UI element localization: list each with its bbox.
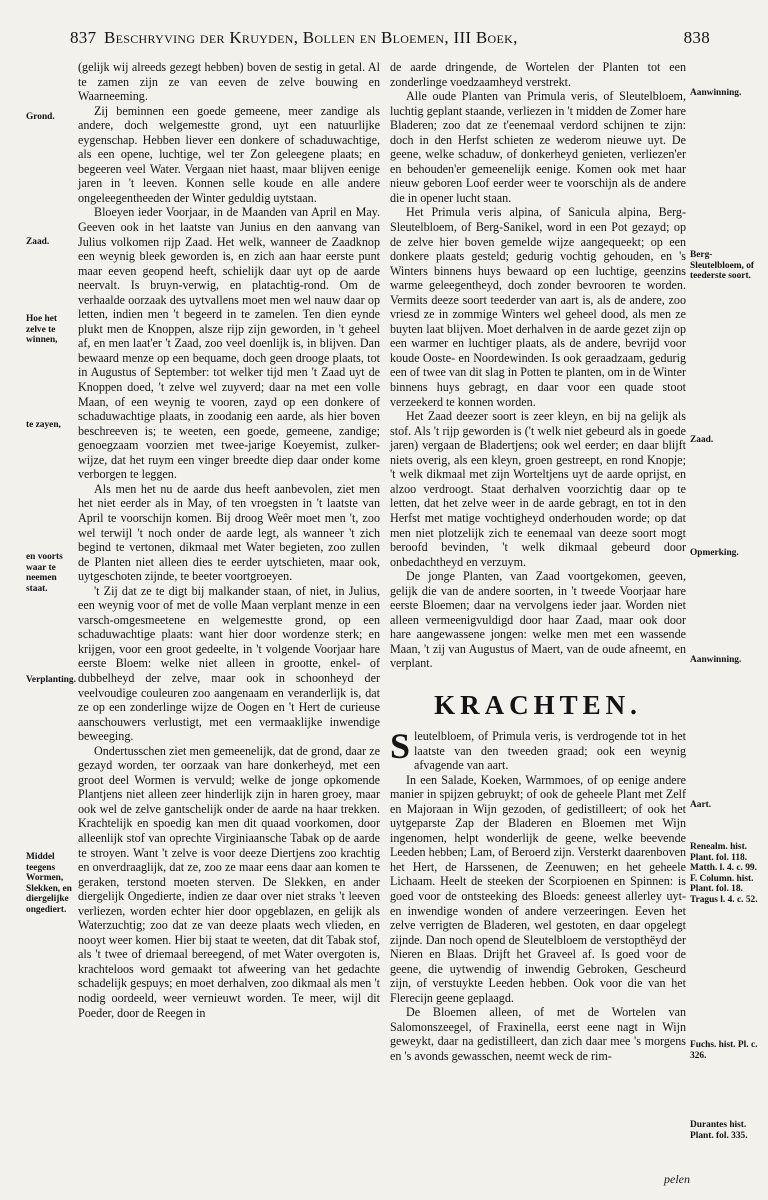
paragraph: Alle oude Planten van Primula veris, of Sleutelbloem, luchtig geplant staande, verliezen in 't midden de Zomer hare Bladeren; zoo dat ze t'eenemaal verdord schijnen te zijn: doch in den Herfst schieten ze wederom nieuwe uyt. De geene, welke schaduw, of donkerheyd genieten, verliezen'er en behouden'er gemeenelijk eenige. Komen ook met haar nieuw geboren Loof eerder weer te voorschijn als de andere die in opener lucht staan. (390, 89, 686, 205)
paragraph-text: leutelbloem, of Primula veris, is verdrogende tot in het laatste van den tweeden graad; ook een weynig afvagende van aart. (414, 728, 686, 773)
margin-note-hoe: Hoe het zelve te winnen, (26, 314, 58, 345)
margin-note-zaad-right: Zaad. (690, 435, 714, 445)
drop-cap: S (390, 725, 411, 766)
margin-note-grond: Grond. (26, 112, 55, 122)
paragraph: Bloeyen ieder Voorjaar, in de Maanden van April en May. Geeven ook in het laatste van Junius en den aanvang van Julius volkomen rijp Zaad. Het welk, wanneer de Zaadknop een weynig bleek geworden is, en zich aan haar eerste punt maar eeven geopend heeft, schielijk daar uyt op de aarde neervalt. Is bruyn-verwig, en platachtig-rond. Om de verhaalde oorzaak des uytvallens moet men wel nauw daar op letten, indien men 't begeerd in te zamelen. Ten dien eynde plukt men de Knoppen, alsze rijp zijn geworden, in 't geheel af, en men laat'er 't Zaad, zoo veel doenlijk is, in blijven. Dan bewaard menze op een bequame, doch geen drooge plaats, tot in Augustus of September: tot welker tijd men 't Zaad uyt de Knoppen doed, 't zelve wel zuyverd; daar na met een volle Maan, of een weynig te vooren, zayd op een donkere of schaduwachtige plaats, in zoodanig een aarde, als hier boven beschreeven is; te weeten, een goede, gemeene, zandige; genoegzaam voorzien met twee-jarige Koeyemist, zulker-wijze, dat het ruym een vinger breedte diep daar onder kome verborgen te leggen. (78, 205, 380, 482)
paragraph: Ondertusschen ziet men gemeenelijk, dat de grond, daar ze gezayd worden, ter oorzaak van hare donkerheyd, met een groot deel Wormen is vervuld; welke de jonge opkomende Plantjens niet alleen zeer hinderlijk zijn in haren groey, maar ook wel de zelve gantschelijk onder de aarde na haar trekken. Krachtelijk en spoedig kan men dit quaad voorkomen, door alleenlijk stof van oprechte Virginiaansche Tabak op de aarde te stroyen. Want 't zelve is voor deeze Diertjens zoo krachtig en onverdraaglijk, dat ze, zoo ze maar eens daar aan komen te geraken, terstond moeten sterven. De Slekken, en ander diergelijk Ongedierte, indien ze daar over niet straks 't leeven verliezen, worden echter hier door opgeblazen, en gelijk als Waterzuchtig; zoo dat ze van deeze plaats wech vlieden, en nooyt weer komen. Hier bij staat te weeten, dat dit Tabak stof, als 't twee of driemaal bereegend, of met Water overgoten is, krachteloos word gemaakt tot afweering van het gedachte schadelijk gespuys; en moet derhalven, zoo dikmaal als men 't nodig oordeeld, weer vernieuwt worden. Te meer, wijl dit Poeder, door de Reegen in (78, 743, 380, 1020)
paragraph: 't Zij dat ze te digt bij malkander staan, of niet, in Julius, een weynig voor of met de volle Maan verplant menze in een varsch-omgesmeetene en welgemestte grond, op een schaduwachtige plaats: want hier door wordenze sterk; en krijgen, voor een groot gedeelte, in 't volgende Voorjaar hare eerste Bloem: welke niet alleen in grootte, enkel- of dubbelheyd der zelve, maar ook in schoonheyd der veelvoudige couleuren zoo aangenaam en veranderlijk is, dat ze op een zonderlinge wijze de Oogen en 't Hert de curieuse aanschouwers verlustigt, met een vermaaklijke inwendige beweeging. (78, 583, 380, 744)
paragraph: (gelijk wij alreeds gezegt hebben) boven de sestig in getal. Al te zamen zijn ze van eeven de zelve bouwing en Waarneeming. (78, 60, 380, 104)
margin-note-opmerking: Opmerking. (690, 548, 739, 558)
margin-note-durantes: Durantes hist. Plant. fol. 335. (690, 1120, 748, 1141)
left-column (78, 60, 380, 1020)
margin-note-zaad: Zaad. (26, 237, 50, 247)
paragraph: In een Salade, Koeken, Warmmoes, of op eenige andere manier in spijzen gebruykt; of ook de geheele Plant met Zelf en Majoraan in Wijn gezoden, of gedistilleert; of ook het uytgeparste Zap der Bladeren en Bloemen met Wijn ingenomen, helpt wonderlijk de geene, welke beevende Leeden hebben; Lam, of Beroerd zijn. Versterkt daarenboven het Hert, de Harssenen, de Zeenuwen; en het geheele Lichaam. Heelt de steeken der Scorpioenen en Spinnen: is goed voor de ontsteeking des Bloeds: geneest allerley uyt- en inwendige wonden of andere verzeeringen. Eeven het zelve verrigten de Bladeren, wel gestoten, en daar opgelegt zijnde. Dan noch opend de Sleutelbloem de verstopthëyd der Nieren en Blaas. Drijft het Graveel af. Is goed voor de geene, die uytwendig of inwendig Gebroken, Gescheurd zijn, of verstuykte Leeden hebben. Ook voor die van het Flerecijn geene geplaagd. (390, 772, 686, 1005)
page-number-left: 837 (70, 28, 97, 47)
paragraph: Als men het nu de aarde dus heeft aanbevolen, ziet men het niet eerder als in May, of ten vroegsten in 't laatste van April te voorschijn komen. Bij droog Weêr moet men 't, zoo wel terwijl 't noch onder de aarde legt, als wanneer 't zich begind te vertonen, dikmaal met Water begieten, zoo zullen de Planten niet alleen dies te eerder uytschieten, maar ook, uytgeschoten zijnde, te beeter voortgroeyen. (78, 481, 380, 584)
margin-note-fuchs: Fuchs. hist. Pl. c. 326. (690, 1040, 758, 1061)
margin-note-aart: Aart. (690, 800, 712, 810)
right-column (390, 60, 686, 1064)
margin-note-aanwinning-2: Aanwinning. (690, 655, 742, 665)
margin-note-middel: Middel teegens Wormen, Slekken, en diergelijke ongediert. (26, 852, 72, 915)
margin-note-berg-sleutelbloem: Berg-Sleutelbloem, of teederste soort. (690, 250, 755, 281)
paragraph: de aarde dringende, de Wortelen der Planten tot een zonderlinge voedzaamheyd verstrekt. (390, 60, 686, 89)
margin-note-references: Renealm. hist. Plant. fol. 118. Matth. l. 4. c. 99. F. Column. hist. Plant. fol. 18. Tragus l. 4. c. 52. (690, 842, 758, 905)
section-heading-krachten: KRACHTEN. (434, 689, 642, 720)
margin-note-te-zayen: te zayen, (26, 420, 61, 430)
paragraph: De Bloemen alleen, of met de Wortelen van Salomonszeegel, of Fraxinella, eerst eene nagt in Wijn geweykt, daar na gedistilleert, dan zich daar mee 's morgens en 's avonds gewasschen, neemt weck de rim- (390, 1005, 686, 1063)
margin-note-voorts: en voorts waar te neemen staat. (26, 552, 63, 594)
running-title: Beschryving der Kruyden, Bollen en Bloemen, III Boek, (104, 28, 518, 47)
paragraph: De jonge Planten, van Zaad voortgekomen, geeven, gelijk die van de andere soorten, in 't tweede Voorjaar hare eerste Bloemen; daar na vervolgens ieder jaar. Worden niet alleen vermeenigvuldigd door haar Zaad, maar ook door hare aangewassene jongen: welke men met een wassende Maan, 't zij van Augustus of Maert, van de oude afneemt, en verplant. (390, 569, 686, 671)
paragraph-krachten-intro (390, 725, 686, 773)
page-number-right: 838 (683, 28, 710, 47)
paragraph: Het Primula veris alpina, of Sanicula alpina, Berg-Sleutelbloem, of Berg-Sanikel, word in een Pot gezayd; op de zelve hier boven gemelde wijze aangequeekt; op een donkere plaats gesteld; gedurig vochtig gehouden, en 's Winters binnens huys bewaard op een luchtige, geenzins warme geleegentheyd, doch zonder bevrooren te worden. Vermits deeze soort teederder van aart is, als de andere, zoo vriesd ze in zommige Winters wel geheel dood, als men ze buyten laat blijven. Moet derhalven in de aarde gezet zijn op een warmer en luchtiger plaats, als de andere, bevrijd voor koude Ooste- en Noordewinden. Is ook geraadzaam, gedurig een of twee van dit slag in Potten te planten, om in de Winter binnens huys gebragt, en daar voor een quade stoot verzeekerd te konnen worden. (390, 205, 686, 409)
paragraph: Het Zaad deezer soort is zeer kleyn, en bij na gelijk als stof. Als 't rijp geworden is ('t welk niet gebeurd als in goede jaren) vergaan de Bladertjens; ook wel eerder; en daar blijft niets overig, als een kleyn, groen gestreept, en rond Knopje; 't welk dikmaal met zijn Worteltjens uyt de aarde oprijst, en alzoo verdroogt. Staat derhalven voorzichtig daar op te letten, dat het zelve weer in de aarde gebragt, en tot in den Herfst met matige vochtigheyd onderhouden worde; op dat men niet plotzelijk zich te eenemaal van deeze soort mogt beroofd bevinden, 't welk dikmaal gebeurd door onbedachtheyd en verzuym. (390, 409, 686, 569)
margin-note-verplanting: Verplanting. (26, 675, 76, 685)
paragraph: Zij beminnen een goede gemeene, meer zandige als andere, doch welgemestte grond, uyt een natuurlijke eygenschap. Hebben liever een donkere of schaduwachtige, als een opene, luchtige, wel ter Zon geleegene plaats; en begeeren veel Water. Vergaan niet haast, maar blijven eenige jaren in 't leeven. Konnen selle koude en alle andere ongeleegentheeden der Winter geduldig uytstaan. (78, 103, 380, 205)
page-header (70, 28, 710, 58)
catchword: pelen (664, 1172, 690, 1186)
margin-note-aanwinning-1: Aanwinning. (690, 88, 742, 98)
